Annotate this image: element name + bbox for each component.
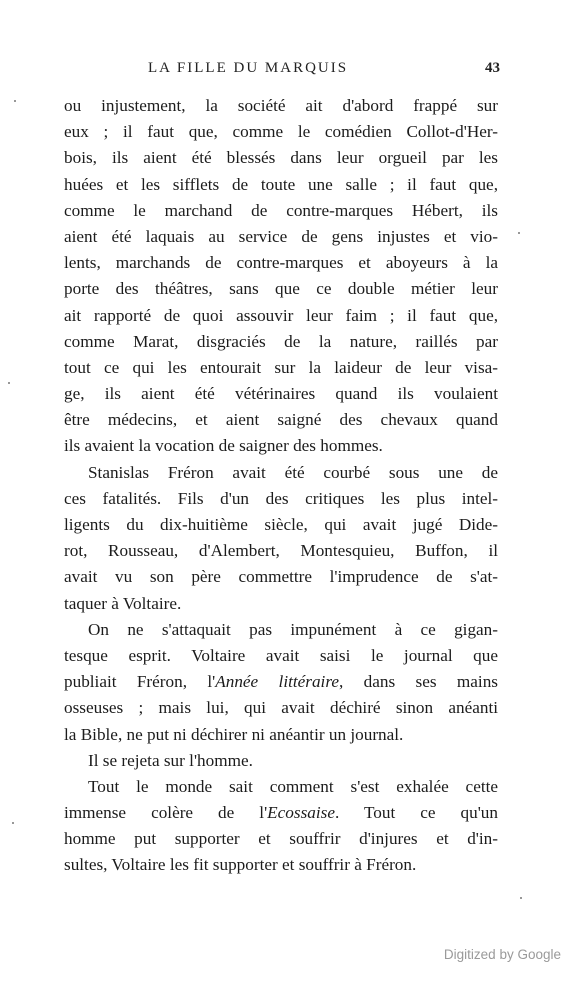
text-line: avait vu son père commettre l'imprudence de s'at- bbox=[64, 567, 498, 587]
text-line: huées et les sifflets de toute une salle ; il faut que, bbox=[64, 174, 498, 194]
page-header bbox=[60, 60, 500, 84]
text-line: lents, marchands de contre-marques et aboyeurs à la bbox=[64, 253, 498, 273]
text-line: Il se rejeta sur l'homme. bbox=[88, 750, 253, 770]
text-line: ces fatalités. Fils d'un des critiques les plus intel- bbox=[64, 488, 498, 508]
body-text bbox=[64, 93, 498, 879]
text-line: ils avaient la vocation de saigner des hommes. bbox=[64, 436, 383, 456]
paragraph bbox=[64, 774, 498, 879]
paragraph bbox=[64, 93, 498, 460]
page-number: 43 bbox=[485, 60, 500, 76]
text-line: ait rapporté de quoi assouvir leur faim ; il faut que, bbox=[64, 305, 498, 325]
text-line: ge, ils aient été vétérinaires quand ils voulaient bbox=[64, 384, 498, 404]
print-speck bbox=[518, 232, 520, 234]
text-line: la Bible, ne put ni déchirer ni anéantir un journal. bbox=[64, 724, 404, 744]
text-line: aient été laquais au service de gens injustes et vio- bbox=[64, 226, 498, 246]
text-line: tesque esprit. Voltaire avait saisi le journal que bbox=[64, 645, 498, 665]
paragraph bbox=[64, 460, 498, 617]
print-speck bbox=[8, 382, 10, 384]
text-line: immense colère de l'Ecossaise. Tout ce qu'un bbox=[64, 803, 498, 823]
text-line: porte des théâtres, sans que ce double métier leur bbox=[64, 279, 498, 299]
running-title: LA FILLE DU MARQUIS bbox=[148, 60, 349, 76]
text-line: tout ce qui les entourait sur la laideur de leur visa- bbox=[64, 357, 498, 377]
text-line: comme le marchand de contre-marques Hébert, ils bbox=[64, 200, 498, 220]
text-line: osseuses ; mais lui, qui avait déchiré sinon anéanti bbox=[64, 698, 498, 718]
text-line: être médecins, et aient saigné des chevaux quand bbox=[64, 410, 498, 430]
text-line: publiait Fréron, l'Année littéraire, dans ses mains bbox=[64, 672, 498, 692]
print-speck bbox=[520, 897, 522, 899]
text-line: homme put supporter et souffrir d'injures et d'in- bbox=[64, 829, 498, 849]
print-speck bbox=[12, 822, 14, 824]
paragraph bbox=[64, 748, 498, 774]
text-line: Tout le monde sait comment s'est exhalée cette bbox=[88, 776, 498, 796]
text-line: taquer à Voltaire. bbox=[64, 593, 182, 613]
text-line: rot, Rousseau, d'Alembert, Montesquieu, Buffon, il bbox=[64, 541, 498, 561]
text-line: sultes, Voltaire les fit supporter et souffrir à Fréron. bbox=[64, 855, 417, 875]
print-speck bbox=[14, 100, 16, 102]
text-line: ou injustement, la société ait d'abord frappé sur bbox=[64, 96, 498, 115]
text-line: comme Marat, disgraciés de la nature, raillés par bbox=[64, 331, 498, 351]
text-line: eux ; il faut que, comme le comédien Collot-d'Her- bbox=[64, 122, 498, 142]
digitization-watermark: Digitized by Google bbox=[443, 947, 561, 962]
text-line: On ne s'attaquait pas impunément à ce gigan- bbox=[88, 619, 498, 639]
text-line: ligents du dix-huitième siècle, qui avait jugé Dide- bbox=[64, 515, 498, 534]
text-line: bois, ils aient été blessés dans leur orgueil par les bbox=[64, 148, 498, 168]
paragraph bbox=[64, 617, 498, 748]
text-line: Stanislas Fréron avait été courbé sous une de bbox=[88, 462, 498, 482]
